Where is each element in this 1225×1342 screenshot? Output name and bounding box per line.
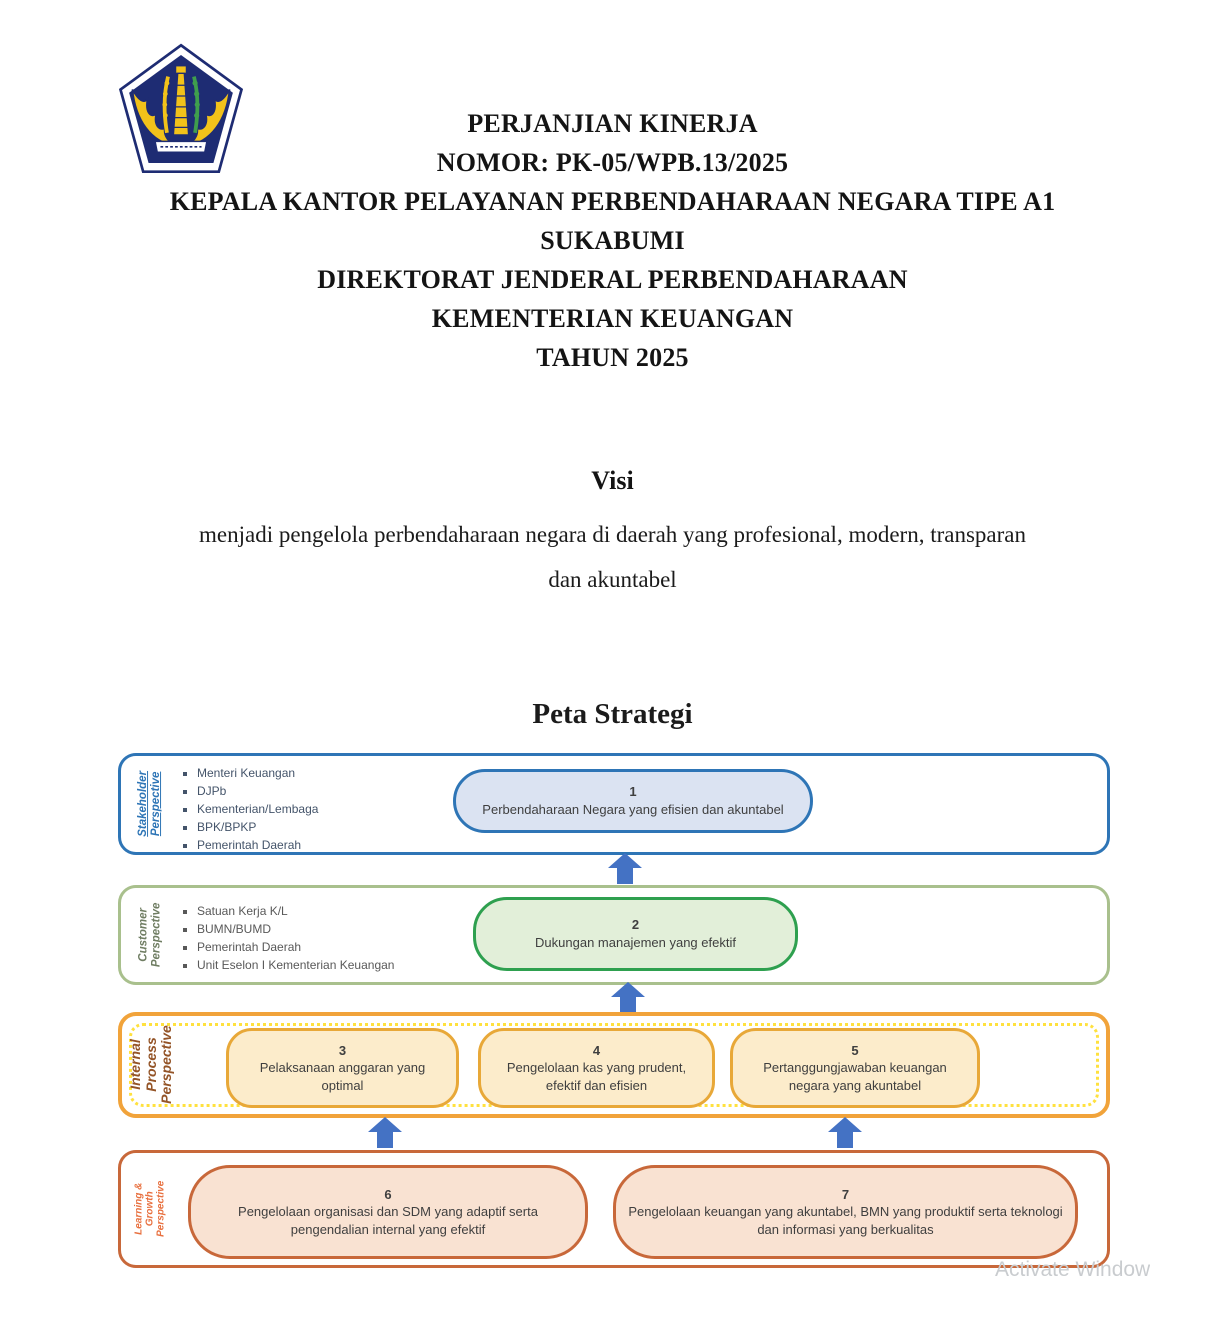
internal-process-perspective-label: Internal Process Perspective	[126, 1025, 174, 1105]
stakeholder-perspective-label-box	[123, 756, 177, 852]
title-line: NOMOR: PK-05/WPB.13/2025	[436, 148, 789, 177]
perspective-row-internal-process	[118, 1012, 1110, 1118]
visi-text-line: menjadi pengelola perbendaharaan negara di daerah yang profesional, modern, transparan	[199, 522, 1026, 547]
bullet-item: ▪ Pemerintah Daerah	[197, 938, 394, 956]
up-arrow-icon	[368, 1117, 402, 1148]
strategy-map-diagram	[118, 753, 1110, 1269]
stakeholder-bullet-list	[183, 764, 318, 854]
title-line: TAHUN 2025	[536, 343, 689, 372]
strategy-node-3	[226, 1028, 459, 1108]
strategy-node-5	[730, 1028, 980, 1108]
node-text: Perbendaharaan Negara yang efisien dan akuntabel	[482, 802, 784, 817]
up-arrow-icon	[608, 853, 642, 884]
title-line: KEMENTERIAN KEUANGAN	[431, 304, 794, 333]
strategy-node-2	[473, 897, 798, 971]
strategy-node-6	[188, 1165, 588, 1259]
title-line: DIREKTORAT JENDERAL PERBENDAHARAAN	[317, 265, 908, 294]
learning-growth-label-box	[123, 1153, 177, 1265]
bullet-item: ▪ Satuan Kerja K/L	[197, 902, 394, 920]
bullet-item: ▪ BUMN/BUMD	[197, 920, 394, 938]
up-arrow-icon	[611, 982, 645, 1013]
activate-windows-watermark: Activate Window	[995, 1258, 1151, 1280]
node-text: Pelaksanaan anggaran yang optimal	[259, 1060, 426, 1093]
perspective-row-customer	[118, 885, 1110, 985]
strategy-node-4	[478, 1028, 715, 1108]
visi-section	[0, 466, 1225, 602]
learning-growth-perspective-label: Learning & Growth Perspective	[133, 1180, 167, 1238]
node-text: Dukungan manajemen yang efektif	[535, 935, 736, 950]
node-number: 4	[592, 1042, 601, 1058]
document-title-block	[0, 104, 1225, 377]
bullet-item: ▪ BPK/BPKP	[197, 818, 318, 836]
internal-process-label-box	[124, 1016, 178, 1114]
node-number: 5	[851, 1042, 859, 1058]
bullet-item: ▪ Menteri Keuangan	[197, 764, 318, 782]
title-line: PERJANJIAN KINERJA	[467, 109, 758, 138]
up-arrow-icon	[828, 1117, 862, 1148]
node-number: 3	[338, 1042, 347, 1058]
node-text: Pengelolaan organisasi dan SDM yang adaptif serta pengendalian internal yang efektif	[238, 1204, 538, 1237]
customer-perspective-label-box	[123, 888, 177, 982]
bullet-item: ▪ Unit Eselon I Kementerian Keuangan	[197, 956, 394, 974]
strategy-map-title: Peta Strategi	[532, 698, 693, 730]
visi-text-line: dan akuntabel	[548, 567, 677, 592]
customer-bullet-list	[183, 902, 394, 974]
bullet-item: ▪ Kementerian/Lembaga	[197, 800, 318, 818]
node-number: 1	[629, 784, 637, 800]
node-number: 2	[631, 917, 640, 933]
node-text: Pengelolaan kas yang prudent, efektif dan efisien	[506, 1060, 687, 1093]
node-number: 7	[841, 1186, 850, 1202]
visi-heading: Visi	[591, 466, 634, 495]
bullet-item: ▪ Pemerintah Daerah	[197, 836, 318, 854]
perspective-row-stakeholder	[118, 753, 1110, 855]
title-line: KEPALA KANTOR PELAYANAN PERBENDAHARAAN NEGARA TIPE A1	[169, 187, 1056, 216]
node-number: 6	[384, 1186, 392, 1202]
node-text: Pertanggungjawaban keuangan negara yang akuntabel	[763, 1060, 947, 1093]
strategy-node-1	[453, 769, 813, 833]
title-line: SUKABUMI	[540, 226, 685, 255]
stakeholder-perspective-label: Stakeholder Perspective	[137, 771, 163, 837]
node-text: Pengelolaan keuangan yang akuntabel, BMN yang produktif serta teknologi dan informasi yang berkualitas	[628, 1204, 1063, 1237]
strategy-node-7	[613, 1165, 1078, 1259]
perspective-row-learning-growth	[118, 1150, 1110, 1268]
customer-perspective-label: Customer Perspective	[137, 902, 163, 968]
bullet-item: ▪ DJPb	[197, 782, 318, 800]
